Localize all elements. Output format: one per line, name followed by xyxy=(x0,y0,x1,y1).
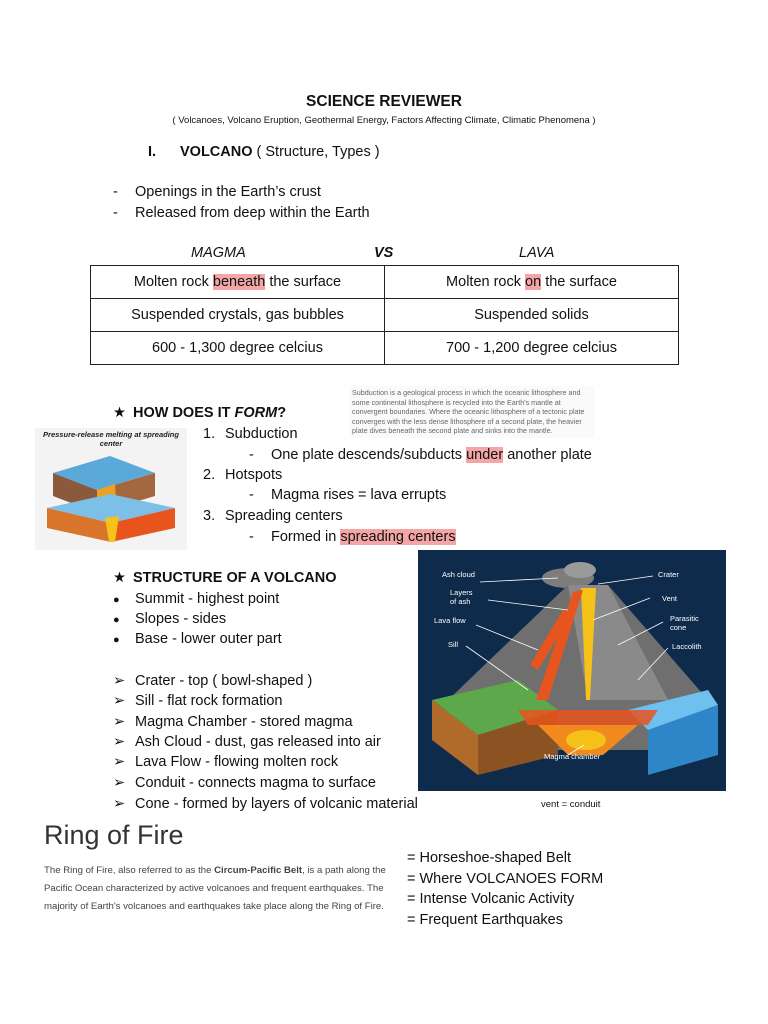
label-layers-of-ash: Layers of ash xyxy=(450,588,473,606)
table-cell: Molten rock on the surface xyxy=(385,266,679,299)
section-title: VOLCANO xyxy=(180,144,253,160)
table-row xyxy=(91,299,679,332)
vent-note: vent = conduit xyxy=(541,799,601,810)
ring-of-fire-title: Ring of Fire xyxy=(44,820,184,850)
subduction-note: Subduction is a geological process in which the oceanic lithosphere and some continental lithosphere is recycled into the Earth's mantle at convergent boundaries. Where the oceanic lithosphere of a tectonic plate converges with the less dense lithosphere of a second plate, the heavier plate dives beneath the second plate and sinks into the mantle. xyxy=(349,386,595,438)
list-item xyxy=(113,184,321,200)
label-parasitic-cone: Parasitic cone xyxy=(670,614,699,632)
how-form-heading: ★ HOW DOES IT FORM? xyxy=(113,405,287,421)
arrow-icon: ➢ xyxy=(113,796,126,812)
lava-heading: LAVA xyxy=(519,245,555,261)
page-subtitle: ( Volcanoes, Volcano Eruption, Geothermal Energy, Factors Affecting Climate, Climatic Phenomena ) xyxy=(172,115,596,126)
section-heading xyxy=(148,144,380,160)
list-item: ➢ Cone - formed by layers of volcanic material xyxy=(113,796,418,812)
label-magma-chamber: Magma chamber xyxy=(544,752,601,761)
list-item: ● Base - lower outer part xyxy=(113,631,282,647)
figure-caption: Pressure-release melting at spreading center xyxy=(43,430,179,448)
arrow-icon: ➢ xyxy=(113,673,126,689)
list-item-text: Openings in the Earth’s crust xyxy=(135,184,321,200)
list-item: = Intense Volcanic Activity xyxy=(407,891,575,907)
table-cell: 700 - 1,200 degree celcius xyxy=(385,332,679,365)
list-item: 1. Subduction xyxy=(203,426,298,442)
table-cell: Suspended solids xyxy=(385,299,679,332)
label-lava-flow: Lava flow xyxy=(434,616,466,625)
table-cell: Molten rock beneath the surface xyxy=(91,266,385,299)
spreading-center-diagram xyxy=(35,428,187,550)
bullet-icon: ● xyxy=(113,634,120,646)
list-item: ● Summit - highest point xyxy=(113,591,280,607)
label-vent: Vent xyxy=(662,594,678,603)
arrow-icon: ➢ xyxy=(113,734,126,750)
list-item: - Formed in spreading centers xyxy=(249,529,456,545)
arrow-icon: ➢ xyxy=(113,754,126,770)
list-item: ➢ Magma Chamber - stored magma xyxy=(113,714,353,730)
star-icon: ★ xyxy=(113,405,126,421)
dash-marker: - xyxy=(113,205,118,221)
ring-of-fire-description: The Ring of Fire, also referred to as the Circum-Pacific Belt, is a path along the Pacific Ocean characterized by active volcanoes and frequent earthquakes. The majority of Earth's volcanoes and earthquakes take place along the Ring of Fire. xyxy=(44,865,386,912)
label-sill: Sill xyxy=(448,640,459,649)
list-item: = Where VOLCANOES FORM xyxy=(407,871,604,887)
comparison-table xyxy=(90,265,679,365)
page-title: SCIENCE REVIEWER xyxy=(306,93,462,110)
spreading-center-figure xyxy=(35,428,187,550)
table-cell: Suspended crystals, gas bubbles xyxy=(91,299,385,332)
section-title-rest: ( Structure, Types ) xyxy=(252,144,380,160)
dash-marker: - xyxy=(113,184,118,200)
table-row xyxy=(91,332,679,365)
table-cell: 600 - 1,300 degree celcius xyxy=(91,332,385,365)
bullet-icon: ● xyxy=(113,594,120,606)
arrow-icon: ➢ xyxy=(113,693,126,709)
label-ash-cloud: Ash cloud xyxy=(442,570,475,579)
list-item: - Magma rises = lava errupts xyxy=(249,487,447,503)
list-item: - One plate descends/subducts under another plate xyxy=(249,447,592,463)
bullet-icon: ● xyxy=(113,614,120,626)
list-item: ➢ Crater - top ( bowl-shaped ) xyxy=(113,673,313,689)
list-item: ➢ Sill - flat rock formation xyxy=(113,693,283,709)
arrow-icon: ➢ xyxy=(113,775,126,791)
vs-label: VS xyxy=(374,245,394,261)
label-laccolith: Laccolith xyxy=(672,642,702,651)
highlight: on xyxy=(525,274,542,290)
list-item: = Horseshoe-shaped Belt xyxy=(407,850,572,866)
list-item: ● Slopes - sides xyxy=(113,611,227,627)
magma-heading: MAGMA xyxy=(191,245,246,261)
list-item: ➢ Ash Cloud - dust, gas released into air xyxy=(113,734,381,750)
volcano-structure-diagram xyxy=(418,550,726,791)
list-item-text: Released from deep within the Earth xyxy=(135,205,370,221)
star-icon: ★ xyxy=(113,570,126,586)
list-item: 2. Hotspots xyxy=(203,467,283,483)
table-row xyxy=(91,266,679,299)
highlight: under xyxy=(466,447,504,463)
highlight: spreading centers xyxy=(340,529,456,545)
list-item: ➢ Lava Flow - flowing molten rock xyxy=(113,754,339,770)
list-item: ➢ Conduit - connects magma to surface xyxy=(113,775,376,791)
arrow-icon: ➢ xyxy=(113,714,126,730)
list-item: 3. Spreading centers xyxy=(203,508,343,524)
section-numeral: I. xyxy=(148,144,157,160)
highlight: beneath xyxy=(212,274,266,290)
list-item xyxy=(113,205,370,221)
label-crater: Crater xyxy=(658,570,679,579)
structure-heading: ★ STRUCTURE OF A VOLCANO xyxy=(113,570,337,586)
list-item: = Frequent Earthquakes xyxy=(407,912,563,928)
